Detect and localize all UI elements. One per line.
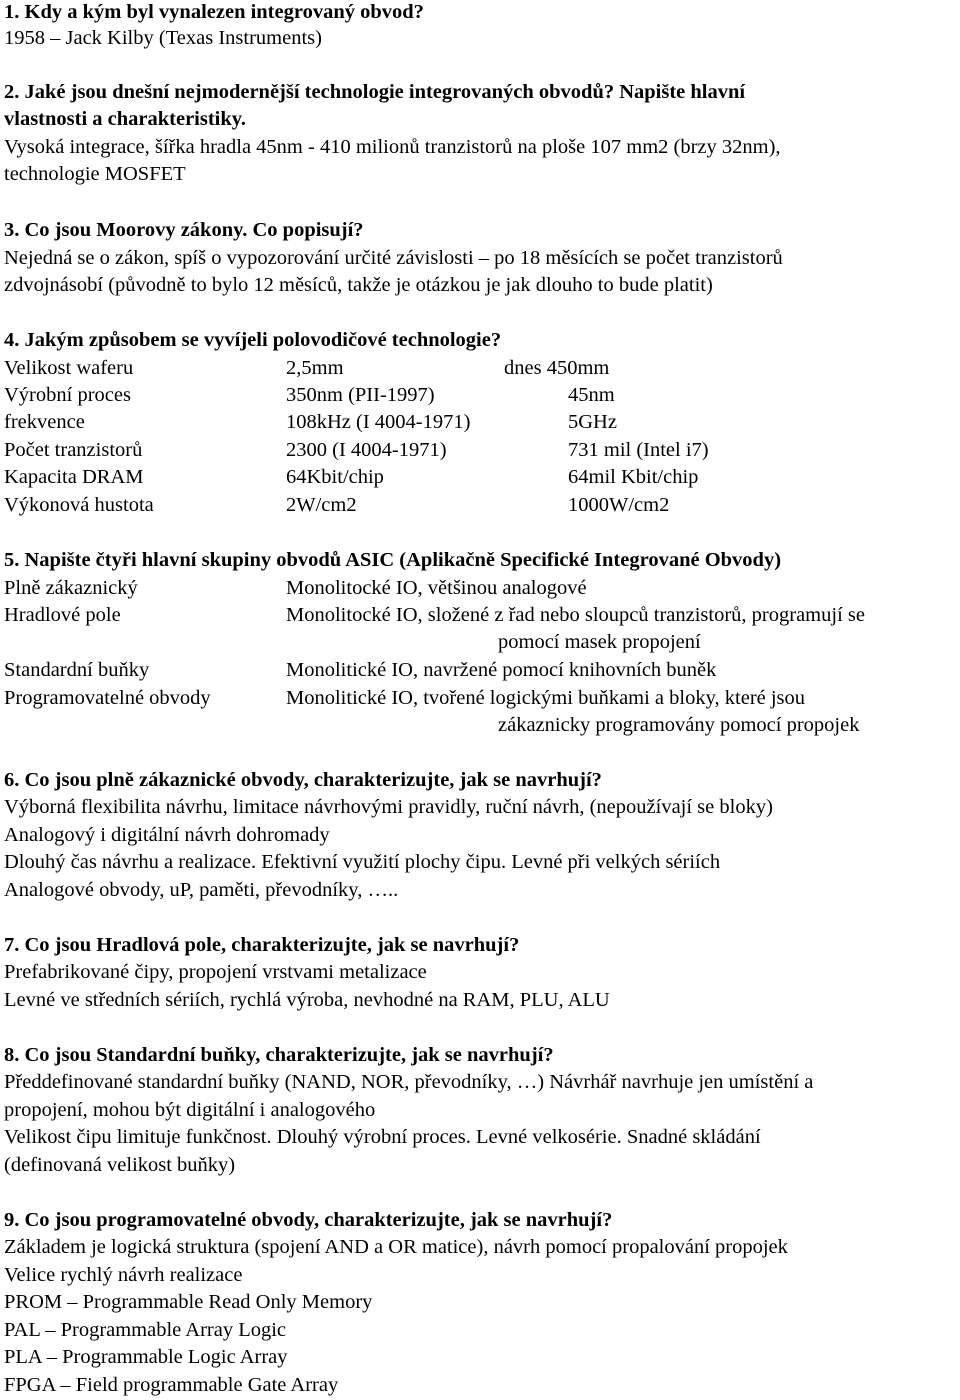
question-9-title: 9. Co jsou programovatelné obvody, charakterizujte, jak se navrhují? (4, 1209, 613, 1231)
asic-group-description: Monolitocké IO, většinou analogové (286, 577, 587, 599)
table-row (4, 465, 956, 489)
asic-group-description: Monolitické IO, navržené pomocí knihovních buněk (286, 659, 717, 681)
table-row (4, 383, 956, 407)
question-8-answer-line: propojení, mohou být digitální i analogového (4, 1099, 376, 1121)
question-3-answer-line-1: Nejedná se o zákon, spíš o vypozorování určité závislosti – po 18 měsících se počet tranzistorů (4, 247, 783, 269)
question-2-title-line-2: vlastnosti a charakteristiky. (4, 108, 247, 130)
question-8-answer-line: Předdefinované standardní buňky (NAND, NOR, převodníky, …) Návrhář navrhuje jen umístění a (4, 1071, 814, 1093)
asic-group-label: Plně zákaznický (4, 577, 138, 599)
question-7-title: 7. Co jsou Hradlová pole, charakterizujte, jak se navrhují? (4, 934, 520, 956)
row-label: Výkonová hustota (4, 494, 154, 516)
question-1-answer: 1958 – Jack Kilby (Texas Instruments) (4, 27, 322, 49)
question-4-title: 4. Jakým způsobem se vyvíjeli polovodičové technologie? (4, 329, 502, 351)
question-7-answer-line: Prefabrikované čipy, propojení vrstvami metalizace (4, 961, 427, 983)
asic-group-label: Hradlové pole (4, 604, 121, 626)
question-8-title: 8. Co jsou Standardní buňky, charakterizujte, jak se navrhují? (4, 1044, 554, 1066)
row-label: Velikost waferu (4, 357, 134, 379)
table-row (4, 493, 956, 517)
question-8-answer-line: Velikost čipu limituje funkčnost. Dlouhý výrobní proces. Levné velkosérie. Snadné skládání (4, 1126, 761, 1148)
question-6-answer-line: Dlouhý čas návrhu a realizace. Efektivní využití plochy čipu. Levné při velkých sériích (4, 851, 721, 873)
asic-group-label: Standardní buňky (4, 659, 150, 681)
row-label: Počet tranzistorů (4, 439, 143, 461)
row-old-value: 108kHz (I 4004-1971) (286, 411, 471, 433)
asic-group-description: Monolitické IO, tvořené logickými buňkami a bloky, které jsou (286, 687, 806, 709)
question-5-title: 5. Napište čtyři hlavní skupiny obvodů ASIC (Aplikačně Specifické Integrované Obvody) (4, 549, 782, 571)
row-label: Kapacita DRAM (4, 466, 144, 488)
row-old-value: 2300 (I 4004-1971) (286, 439, 447, 461)
question-9-answer-line: PAL – Programmable Array Logic (4, 1319, 287, 1341)
question-2-answer-line-1: Vysoká integrace, šířka hradla 45nm - 410 milionů tranzistorů na ploše 107 mm2 (brzy 32nm), (4, 136, 781, 158)
list-item (4, 658, 956, 682)
question-6-answer-line: Analogový i digitální návrh dohromady (4, 824, 330, 846)
row-new-value: 1000W/cm2 (568, 494, 670, 516)
row-label: Výrobní proces (4, 384, 131, 406)
table-row (4, 410, 956, 434)
asic-group-description-continuation: pomocí masek propojení (498, 631, 701, 653)
row-new-value: dnes 450mm (504, 357, 610, 379)
list-item (4, 576, 956, 600)
question-7-answer-line: Levné ve středních sériích, rychlá výroba, nevhodné na RAM, PLU, ALU (4, 989, 610, 1011)
asic-group-description-continuation: zákaznicky programovány pomocí propojek (498, 714, 860, 736)
question-9-answer-line: Velice rychlý návrh realizace (4, 1264, 243, 1286)
row-old-value: 2,5mm (286, 357, 344, 379)
list-item (4, 603, 956, 627)
question-2-answer-line-2: technologie MOSFET (4, 163, 186, 185)
row-old-value: 64Kbit/chip (286, 466, 384, 488)
question-9-answer-line: FPGA – Field programmable Gate Array (4, 1374, 339, 1396)
asic-group-label: Programovatelné obvody (4, 687, 211, 709)
table-row (4, 356, 956, 380)
row-new-value: 64mil Kbit/chip (568, 466, 699, 488)
question-6-answer-line: Analogové obvody, uP, paměti, převodníky, ….. (4, 879, 399, 901)
question-2-title-line-1: 2. Jaké jsou dnešní nejmodernější technologie integrovaných obvodů? Napište hlavní (4, 81, 746, 103)
question-9-answer-line: PROM – Programmable Read Only Memory (4, 1291, 373, 1313)
question-1-title: 1. Kdy a kým byl vynalezen integrovaný obvod? (4, 1, 424, 23)
row-old-value: 2W/cm2 (286, 494, 357, 516)
list-item (4, 686, 956, 710)
question-8-answer-line: (definovaná velikost buňky) (4, 1154, 236, 1176)
row-new-value: 5GHz (568, 411, 617, 433)
question-3-title: 3. Co jsou Moorovy zákony. Co popisují? (4, 219, 364, 241)
question-9-answer-line: PLA – Programmable Logic Array (4, 1346, 288, 1368)
row-new-value: 731 mil (Intel i7) (568, 439, 709, 461)
row-label: frekvence (4, 411, 85, 433)
question-6-answer-line: Výborná flexibilita návrhu, limitace návrhovými pravidly, ruční návrh, (nepoužívají se bloky) (4, 796, 773, 818)
row-old-value: 350nm (PII-1997) (286, 384, 435, 406)
row-new-value: 45nm (568, 384, 615, 406)
question-6-title: 6. Co jsou plně zákaznické obvody, charakterizujte, jak se navrhují? (4, 769, 602, 791)
table-row (4, 438, 956, 462)
question-3-answer-line-2: zdvojnásobí (původně to bylo 12 měsíců, takže je otázkou je jak dlouho to bude platit) (4, 274, 713, 296)
question-9-answer-line: Základem je logická struktura (spojení AND a OR matice), návrh pomocí propalování propojek (4, 1236, 788, 1258)
asic-group-description: Monolitocké IO, složené z řad nebo sloupců tranzistorů, programují se (286, 604, 865, 626)
